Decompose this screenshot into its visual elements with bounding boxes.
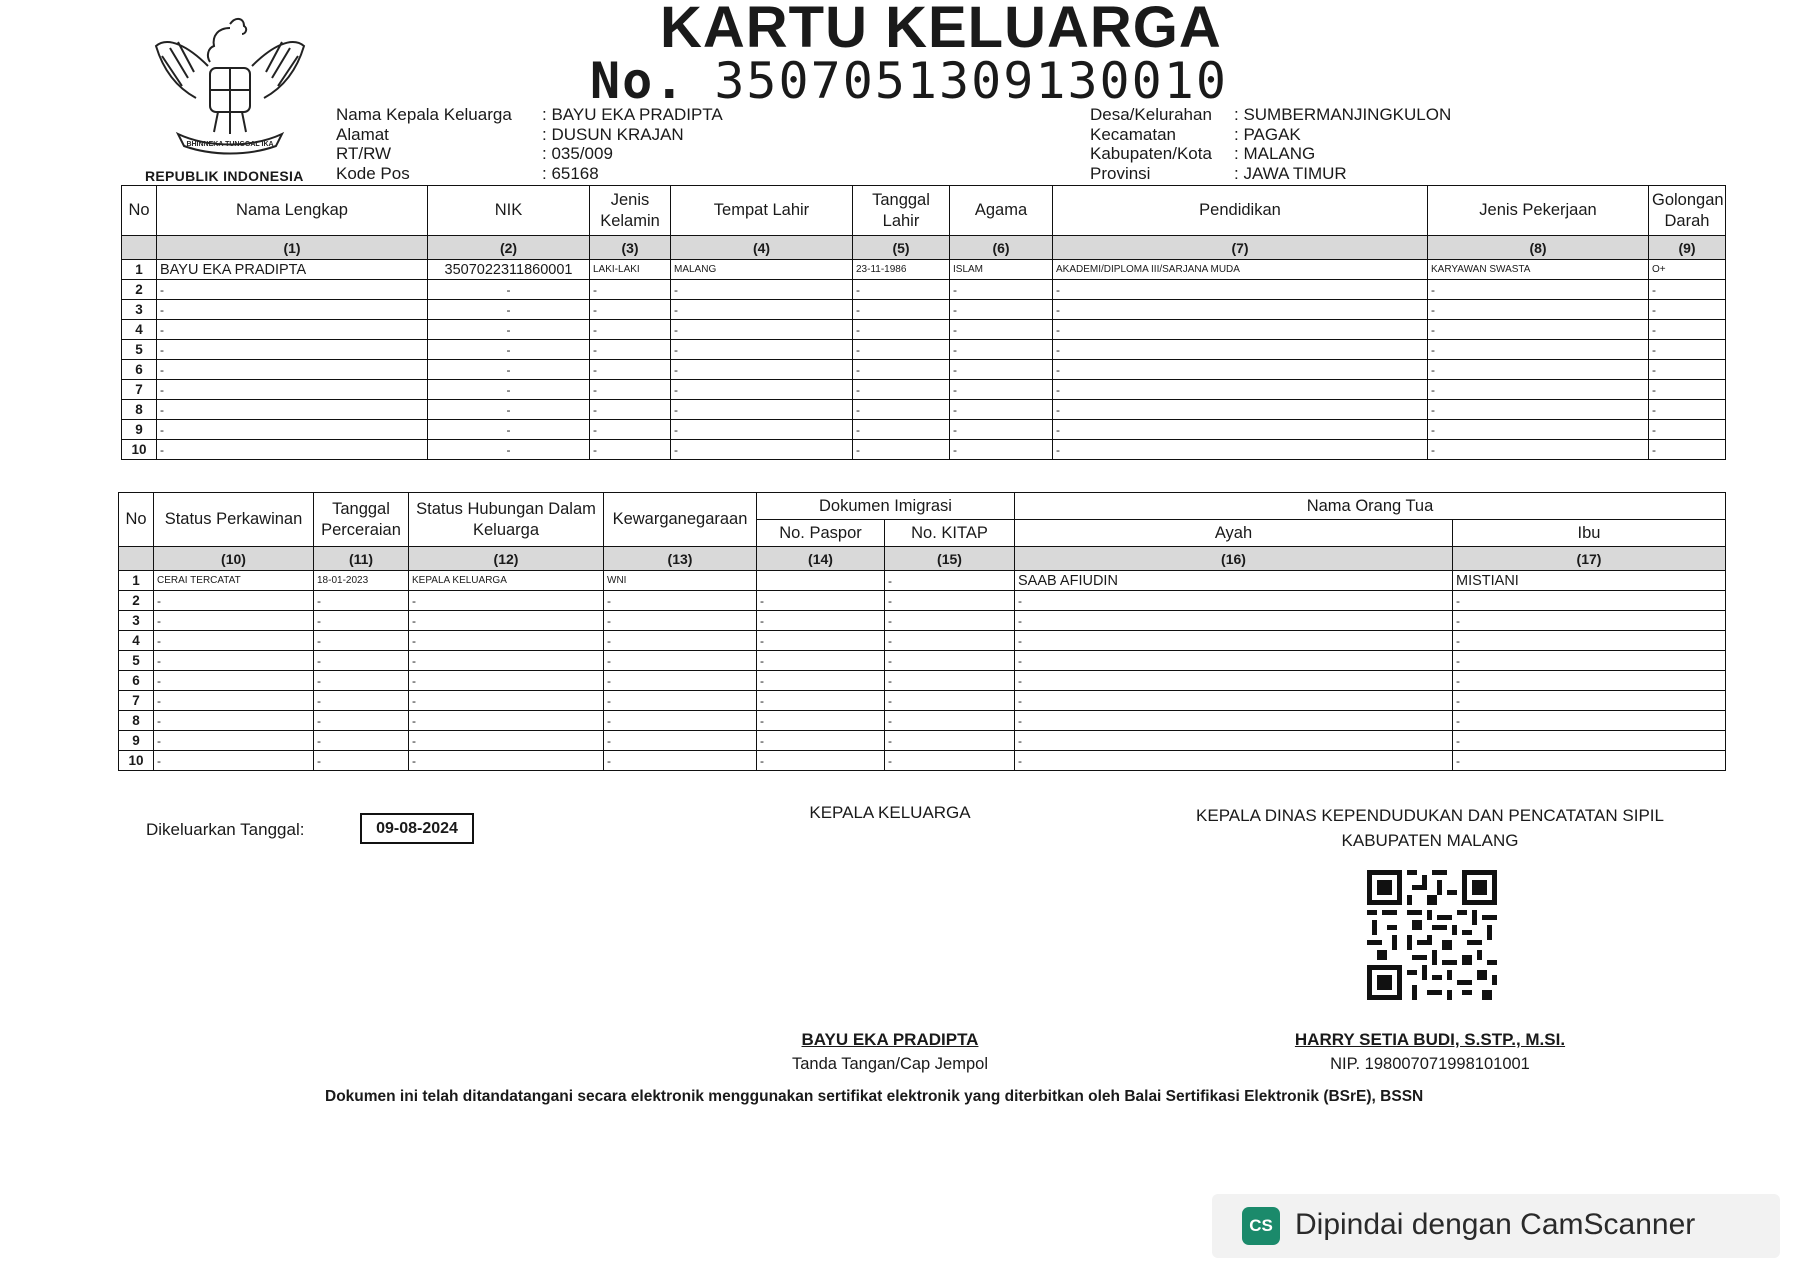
row-number: 5 (122, 340, 157, 360)
header-jenis-pekerjaan: Jenis Pekerjaan (1428, 186, 1649, 236)
row-number: 2 (122, 280, 157, 300)
colnum: (1) (157, 236, 428, 260)
table-cell: - (1015, 691, 1453, 711)
value-provinsi: : JAWA TIMUR (1234, 163, 1347, 183)
table-cell: KARYAWAN SWASTA (1428, 260, 1649, 280)
table-cell: - (1428, 300, 1649, 320)
table-cell: - (604, 611, 757, 631)
table-cell: - (1053, 380, 1428, 400)
row-number: 4 (122, 320, 157, 340)
kk-number-label: No. (590, 52, 687, 110)
table-cell: O+ (1649, 260, 1726, 280)
issued-label: Dikeluarkan Tanggal: (146, 820, 305, 839)
table-row (119, 591, 1726, 611)
table-cell: - (154, 711, 314, 731)
table-cell: - (314, 611, 409, 631)
table-cell: - (1453, 731, 1726, 751)
table-cell: - (671, 360, 853, 380)
colnum: (17) (1453, 547, 1726, 571)
table-row (119, 571, 1726, 591)
table-cell: - (409, 731, 604, 751)
table-cell: - (757, 751, 885, 771)
table-cell: - (1428, 280, 1649, 300)
kk-number (590, 52, 1228, 110)
table-cell: - (885, 691, 1015, 711)
table-cell: - (314, 671, 409, 691)
table-row (122, 300, 1726, 320)
table-cell: - (1453, 711, 1726, 731)
table-cell: 3507022311860001 (428, 260, 590, 280)
table-row (122, 260, 1726, 280)
table-cell: - (1428, 360, 1649, 380)
table-cell: - (590, 440, 671, 460)
table-cell: - (157, 280, 428, 300)
header-no-kitap: No. KITAP (885, 520, 1015, 547)
dinas-title-2: KABUPATEN MALANG (1341, 831, 1519, 850)
table-cell: MISTIANI (1453, 571, 1726, 591)
table-cell: - (950, 280, 1053, 300)
table-cell: - (154, 731, 314, 751)
table-cell: - (1053, 320, 1428, 340)
table-cell: - (1053, 300, 1428, 320)
table-cell: - (1015, 731, 1453, 751)
table-cell: - (157, 440, 428, 460)
table-cell: - (428, 320, 590, 340)
table-row (122, 320, 1726, 340)
table-cell: LAKI-LAKI (590, 260, 671, 280)
colnum: (11) (314, 547, 409, 571)
kepala-keluarga-title: KEPALA KELUARGA (809, 803, 971, 822)
table-cell: - (314, 731, 409, 751)
table-cell: - (885, 711, 1015, 731)
header-no-paspor: No. Paspor (757, 520, 885, 547)
table-cell: - (950, 440, 1053, 460)
table-cell: ISLAM (950, 260, 1053, 280)
table-row (119, 671, 1726, 691)
table-cell: - (853, 440, 950, 460)
row-number: 7 (122, 380, 157, 400)
table-row (119, 651, 1726, 671)
table-cell: - (757, 591, 885, 611)
table-cell: AKADEMI/DIPLOMA III/SARJANA MUDA (1053, 260, 1428, 280)
table-cell: - (428, 420, 590, 440)
info-right-values (1234, 105, 1451, 183)
colnum: (8) (1428, 236, 1649, 260)
table-cell: - (154, 591, 314, 611)
row-number: 9 (119, 731, 154, 751)
table-cell: - (853, 400, 950, 420)
table-cell: - (885, 591, 1015, 611)
colnum (122, 236, 157, 260)
table-cell: - (671, 420, 853, 440)
table-row (119, 631, 1726, 651)
table-cell: - (757, 711, 885, 731)
table-cell: - (1428, 340, 1649, 360)
table-cell: - (1428, 380, 1649, 400)
table-cell: - (604, 711, 757, 731)
colnum: (10) (154, 547, 314, 571)
table-cell: - (314, 751, 409, 771)
table-cell: - (950, 320, 1053, 340)
label-alamat: Alamat (336, 124, 389, 144)
table-cell: - (590, 320, 671, 340)
row-number: 8 (122, 400, 157, 420)
table-cell: - (1053, 440, 1428, 460)
label-kabupaten: Kabupaten/Kota (1090, 144, 1212, 163)
table-row (119, 711, 1726, 731)
label-nama-kepala: Nama Kepala Keluarga (336, 105, 512, 124)
table-cell: - (885, 751, 1015, 771)
header-no: No (119, 493, 154, 547)
table-cell: - (428, 380, 590, 400)
table-row (122, 400, 1726, 420)
table-row (119, 611, 1726, 631)
header-ibu: Ibu (1453, 520, 1726, 547)
colnum: (15) (885, 547, 1015, 571)
table-cell: - (757, 731, 885, 751)
table-cell: 23-11-1986 (853, 260, 950, 280)
value-kabupaten: : MALANG (1234, 144, 1316, 163)
table-cell: - (885, 571, 1015, 591)
table-cell: 18-01-2023 (314, 571, 409, 591)
table2-body (119, 571, 1726, 771)
table-cell: - (590, 300, 671, 320)
row-number: 10 (119, 751, 154, 771)
header-no: No (122, 186, 157, 236)
table-cell: - (853, 340, 950, 360)
table-cell: - (757, 651, 885, 671)
table-cell: - (1428, 440, 1649, 460)
table-cell: - (671, 380, 853, 400)
row-number: 5 (119, 651, 154, 671)
table-cell: - (157, 400, 428, 420)
table-cell: - (604, 651, 757, 671)
header-tanggal-perceraian: Tanggal Perceraian (314, 493, 409, 547)
table-cell: - (590, 420, 671, 440)
table-cell: - (409, 691, 604, 711)
table-cell: - (950, 300, 1053, 320)
header-status-perkawinan: Status Perkawinan (154, 493, 314, 547)
issued-date: 09-08-2024 (360, 813, 474, 844)
table-cell: - (1453, 651, 1726, 671)
table-cell: - (1649, 440, 1726, 460)
table-cell: - (1453, 671, 1726, 691)
table-cell: CERAI TERCATAT (154, 571, 314, 591)
table-row (122, 280, 1726, 300)
value-rtrw: : 035/009 (542, 144, 613, 163)
table-cell: - (1053, 400, 1428, 420)
header-kewarganegaraan: Kewarganegaraan (604, 493, 757, 547)
table-cell: - (154, 751, 314, 771)
table-cell: - (950, 380, 1053, 400)
table-cell: - (590, 400, 671, 420)
table-cell: - (1453, 631, 1726, 651)
table-cell: - (409, 751, 604, 771)
table-cell: - (885, 731, 1015, 751)
table-cell: - (428, 300, 590, 320)
table-cell: - (154, 651, 314, 671)
table-cell: - (409, 651, 604, 671)
table1-body (122, 260, 1726, 460)
table-cell: - (1053, 420, 1428, 440)
header-ayah: Ayah (1015, 520, 1453, 547)
colnum: (12) (409, 547, 604, 571)
table-cell: - (1453, 591, 1726, 611)
table-cell: - (853, 420, 950, 440)
table-cell: - (1649, 420, 1726, 440)
table-cell: - (1053, 280, 1428, 300)
value-nama-kepala: : BAYU EKA PRADIPTA (542, 105, 723, 124)
table-cell: - (409, 711, 604, 731)
table-cell: KEPALA KELUARGA (409, 571, 604, 591)
row-number: 10 (122, 440, 157, 460)
table-cell: - (1015, 631, 1453, 651)
label-desa: Desa/Kelurahan (1090, 105, 1212, 124)
table-cell: - (885, 611, 1015, 631)
value-kecamatan: : PAGAK (1234, 124, 1301, 144)
camscanner-logo-icon: CS (1242, 1207, 1280, 1245)
table-cell: - (950, 420, 1053, 440)
table-cell: - (1649, 400, 1726, 420)
info-right-labels (1090, 105, 1212, 183)
table-cell: - (1649, 380, 1726, 400)
colnum: (9) (1649, 236, 1726, 260)
table-cell: - (154, 691, 314, 711)
header-jenis-kelamin: Jenis Kelamin (590, 186, 671, 236)
info-left-values (542, 105, 723, 183)
table-cell: - (853, 280, 950, 300)
garuda-emblem (148, 6, 313, 166)
table-cell: - (428, 400, 590, 420)
kepala-keluarga-name: BAYU EKA PRADIPTA (801, 1030, 979, 1049)
table-cell: - (1453, 691, 1726, 711)
label-rtrw: RT/RW (336, 144, 392, 163)
row-number: 8 (119, 711, 154, 731)
value-kode-pos: : 65168 (542, 163, 599, 183)
table-cell: - (885, 671, 1015, 691)
colnum: (3) (590, 236, 671, 260)
header-pendidikan: Pendidikan (1053, 186, 1428, 236)
kepala-keluarga-sub: Tanda Tangan/Cap Jempol (791, 1055, 988, 1073)
table-cell: BAYU EKA PRADIPTA (157, 260, 428, 280)
table-cell: - (409, 591, 604, 611)
table-cell: - (157, 380, 428, 400)
row-number: 9 (122, 420, 157, 440)
colnum: (5) (853, 236, 950, 260)
table-cell: - (757, 671, 885, 691)
table-cell: - (604, 591, 757, 611)
table-cell: - (1015, 611, 1453, 631)
table-cell: MALANG (671, 260, 853, 280)
table-row (122, 380, 1726, 400)
table-cell: - (1015, 671, 1453, 691)
header-nama-orang-tua: Nama Orang Tua (1015, 493, 1726, 520)
table-cell: - (409, 631, 604, 651)
table-cell: - (157, 320, 428, 340)
table-cell: - (950, 340, 1053, 360)
table-cell: - (757, 691, 885, 711)
table-row (119, 691, 1726, 711)
table-row (122, 360, 1726, 380)
table-cell: - (590, 380, 671, 400)
row-number: 7 (119, 691, 154, 711)
table-cell: - (671, 400, 853, 420)
row-number: 2 (119, 591, 154, 611)
table-cell: - (604, 751, 757, 771)
dinas-title-1: KEPALA DINAS KEPENDUDUKAN DAN PENCATATAN SIPIL (1196, 806, 1664, 825)
dinas-name: HARRY SETIA BUDI, S.STP., M.SI. (1294, 1030, 1566, 1049)
table-cell: - (314, 591, 409, 611)
table-cell: - (1649, 300, 1726, 320)
table-cell: - (590, 280, 671, 300)
row-number: 3 (119, 611, 154, 631)
table-row (119, 731, 1726, 751)
value-desa: : SUMBERMANJINGKULON (1234, 105, 1452, 124)
table1-colnum-row (122, 236, 1726, 260)
colnum: (7) (1053, 236, 1428, 260)
table-cell: - (154, 671, 314, 691)
electronic-signature-note: Dokumen ini telah ditandatangani secara elektronik menggunakan sertifikat elektronik yang diterbitkan oleh Balai Sertifikasi Elektronik (BSrE), BSSN (325, 1088, 1424, 1105)
table-cell: - (853, 380, 950, 400)
table-cell: - (1053, 360, 1428, 380)
table-cell: - (157, 360, 428, 380)
table-cell: - (154, 611, 314, 631)
table-cell: - (428, 360, 590, 380)
camscanner-text: Dipindai dengan CamScanner (1295, 1208, 1696, 1241)
label-kecamatan: Kecamatan (1090, 124, 1176, 144)
colnum: (4) (671, 236, 853, 260)
table-cell: - (428, 440, 590, 460)
colnum: (14) (757, 547, 885, 571)
row-number: 6 (122, 360, 157, 380)
row-number: 4 (119, 631, 154, 651)
header-golongan-darah: Golongan Darah (1649, 186, 1726, 236)
header-nik: NIK (428, 186, 590, 236)
colnum: (16) (1015, 547, 1453, 571)
colnum (119, 547, 154, 571)
table-cell: - (1428, 400, 1649, 420)
table-cell: - (314, 651, 409, 671)
table-cell: - (757, 631, 885, 651)
table-cell: - (1015, 711, 1453, 731)
table-cell: - (154, 631, 314, 651)
header-tempat-lahir: Tempat Lahir (671, 186, 853, 236)
table-cell: - (950, 360, 1053, 380)
colnum: (6) (950, 236, 1053, 260)
emblem-caption: REPUBLIK INDONESIA (145, 168, 304, 184)
header-agama: Agama (950, 186, 1053, 236)
table-cell: - (1053, 340, 1428, 360)
dinas-nip: NIP. 198007071998101001 (1330, 1055, 1530, 1073)
table-cell: - (428, 280, 590, 300)
family-members-table (121, 185, 1726, 460)
table-cell (757, 571, 885, 591)
table-cell: - (853, 360, 950, 380)
table-cell: - (671, 300, 853, 320)
label-provinsi: Provinsi (1090, 163, 1151, 183)
table-cell: - (671, 280, 853, 300)
family-status-table (118, 492, 1726, 771)
table-cell: - (671, 440, 853, 460)
table-cell: - (157, 340, 428, 360)
table-cell: - (885, 631, 1015, 651)
table-cell: - (1649, 320, 1726, 340)
header-tanggal-lahir: Tanggal Lahir (853, 186, 950, 236)
qr-code (1367, 870, 1497, 1000)
row-number: 6 (119, 671, 154, 691)
table-row (122, 340, 1726, 360)
table-row (119, 751, 1726, 771)
row-number: 3 (122, 300, 157, 320)
table-cell: - (409, 671, 604, 691)
table-cell: - (314, 711, 409, 731)
table-cell: - (671, 320, 853, 340)
emblem-motto: BHINNEKA TUNGGAL IKA (186, 141, 274, 148)
table-cell: - (1428, 320, 1649, 340)
table-cell: - (1453, 611, 1726, 631)
table-cell: - (1649, 340, 1726, 360)
table-cell: - (1015, 651, 1453, 671)
table-cell: - (314, 631, 409, 651)
document-title: KARTU KELUARGA (660, 0, 1222, 60)
table-cell: - (1428, 420, 1649, 440)
header-dokumen-imigrasi: Dokumen Imigrasi (757, 493, 1015, 520)
header-nama-lengkap: Nama Lengkap (157, 186, 428, 236)
kk-number-value: 3507051309130010 (714, 52, 1228, 110)
table-cell: - (428, 340, 590, 360)
table-cell: - (1649, 280, 1726, 300)
colnum: (13) (604, 547, 757, 571)
table-cell: - (604, 671, 757, 691)
table-cell: - (757, 611, 885, 631)
table-cell: - (885, 651, 1015, 671)
table-cell: - (1453, 751, 1726, 771)
table-cell: - (853, 320, 950, 340)
table-cell: - (604, 631, 757, 651)
table-cell: - (853, 300, 950, 320)
table-cell: - (1649, 360, 1726, 380)
table-cell: - (1015, 591, 1453, 611)
table2-header-row-1 (119, 493, 1726, 520)
table1-header-row (122, 186, 1726, 236)
table-cell: - (590, 340, 671, 360)
table-cell: - (314, 691, 409, 711)
table-cell: - (604, 731, 757, 751)
table-cell: SAAB AFIUDIN (1015, 571, 1453, 591)
table-cell: - (950, 400, 1053, 420)
table-cell: - (604, 691, 757, 711)
table2-colnum-row (119, 547, 1726, 571)
table-cell: - (590, 360, 671, 380)
row-number: 1 (119, 571, 154, 591)
table-cell: - (157, 420, 428, 440)
table-row (122, 420, 1726, 440)
value-alamat: : DUSUN KRAJAN (542, 124, 684, 144)
colnum: (2) (428, 236, 590, 260)
table-cell: WNI (604, 571, 757, 591)
table-cell: - (1015, 751, 1453, 771)
header-status-hubungan: Status Hubungan Dalam Keluarga (409, 493, 604, 547)
table-cell: - (157, 300, 428, 320)
info-left-labels (336, 105, 512, 183)
row-number: 1 (122, 260, 157, 280)
table-cell: - (409, 611, 604, 631)
table-row (122, 440, 1726, 460)
label-kode-pos: Kode Pos (336, 163, 410, 183)
table-cell: - (671, 340, 853, 360)
